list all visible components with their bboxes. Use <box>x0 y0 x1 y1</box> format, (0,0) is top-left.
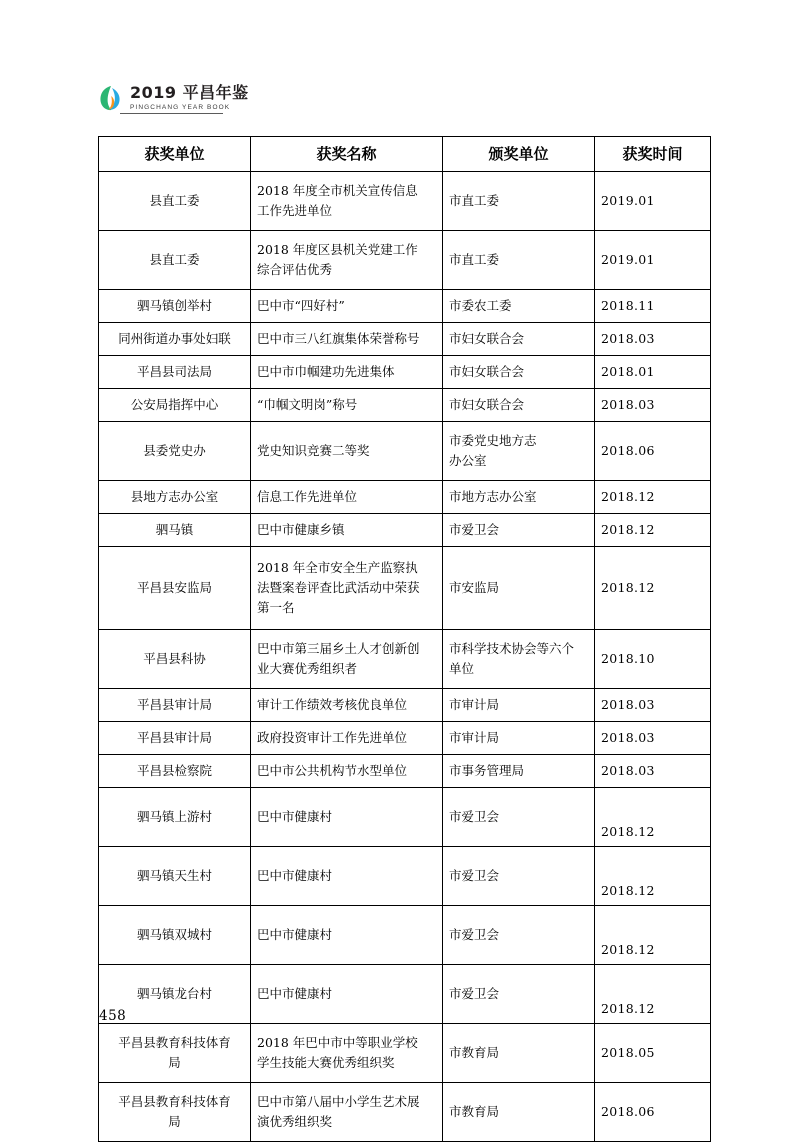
cell-award: 巴中市健康村 <box>251 788 443 847</box>
table-row <box>99 514 711 547</box>
cell-issuer: 市教育局 <box>443 1083 595 1142</box>
cell-award: 巴中市公共机构节水型单位 <box>251 755 443 788</box>
cell-issuer: 市安监局 <box>443 547 595 630</box>
cell-unit: 县直工委 <box>99 231 251 290</box>
table-header-row <box>99 137 711 172</box>
cell-date: 2018.12 <box>595 481 711 514</box>
table-row <box>99 689 711 722</box>
cell-unit: 驷马镇龙台村 <box>99 965 251 1024</box>
table-row <box>99 172 711 231</box>
cell-date: 2018.01 <box>595 356 711 389</box>
cell-award: 审计工作绩效考核优良单位 <box>251 689 443 722</box>
cell-date: 2018.06 <box>595 422 711 481</box>
table-row <box>99 965 711 1024</box>
cell-unit: 平昌县安监局 <box>99 547 251 630</box>
cell-issuer: 市事务管理局 <box>443 755 595 788</box>
cell-award: 党史知识竞赛二等奖 <box>251 422 443 481</box>
table-row <box>99 755 711 788</box>
cell-award: 巴中市健康村 <box>251 965 443 1024</box>
table-row <box>99 788 711 847</box>
cell-issuer: 市爱卫会 <box>443 514 595 547</box>
table-row <box>99 1083 711 1142</box>
cell-issuer: 市妇女联合会 <box>443 389 595 422</box>
cell-unit: 平昌县教育科技体育 局 <box>99 1024 251 1083</box>
cell-issuer: 市妇女联合会 <box>443 356 595 389</box>
table-row <box>99 1024 711 1083</box>
cell-unit: 公安局指挥中心 <box>99 389 251 422</box>
cell-unit: 平昌县教育科技体育 局 <box>99 1083 251 1142</box>
cell-award: 巴中市第三届乡土人才创新创 业大赛优秀组织者 <box>251 630 443 689</box>
cell-unit: 同州街道办事处妇联 <box>99 323 251 356</box>
table-row <box>99 722 711 755</box>
column-header-date: 获奖时间 <box>595 137 711 172</box>
table-row <box>99 847 711 906</box>
table-row <box>99 231 711 290</box>
cell-date: 2018.03 <box>595 323 711 356</box>
cell-date: 2018.12 <box>595 547 711 630</box>
table-row <box>99 356 711 389</box>
cell-date: 2018.12 <box>595 514 711 547</box>
logo-subtitle: PINGCHANG YEAR BOOK <box>130 104 231 111</box>
cell-award: 巴中市巾帼建功先进集体 <box>251 356 443 389</box>
cell-award: 巴中市健康村 <box>251 906 443 965</box>
cell-unit: 驷马镇双城村 <box>99 906 251 965</box>
cell-date: 2019.01 <box>595 172 711 231</box>
page-number: 458 <box>99 1008 127 1024</box>
cell-issuer: 市科学技术协会等六个 单位 <box>443 630 595 689</box>
cell-unit: 驷马镇创举村 <box>99 290 251 323</box>
award-table <box>98 136 711 1142</box>
cell-issuer: 市委党史地方志 办公室 <box>443 422 595 481</box>
cell-unit: 县直工委 <box>99 172 251 231</box>
cell-issuer: 市审计局 <box>443 722 595 755</box>
column-header-unit: 获奖单位 <box>99 137 251 172</box>
cell-unit: 县委党史办 <box>99 422 251 481</box>
cell-award: 2018 年度全市机关宣传信息 工作先进单位 <box>251 172 443 231</box>
table-row <box>99 422 711 481</box>
cell-issuer: 市直工委 <box>443 231 595 290</box>
cell-date: 2018.03 <box>595 755 711 788</box>
table-row <box>99 630 711 689</box>
table-row <box>99 323 711 356</box>
cell-date: 2018.03 <box>595 689 711 722</box>
cell-issuer: 市爱卫会 <box>443 788 595 847</box>
cell-unit: 平昌县检察院 <box>99 755 251 788</box>
cell-date: 2018.11 <box>595 290 711 323</box>
award-table-container <box>98 136 710 1142</box>
cell-issuer: 市教育局 <box>443 1024 595 1083</box>
cell-award: 巴中市三八红旗集体荣誉称号 <box>251 323 443 356</box>
column-header-award: 获奖名称 <box>251 137 443 172</box>
cell-unit: 驷马镇 <box>99 514 251 547</box>
cell-issuer: 市爱卫会 <box>443 906 595 965</box>
cell-award: 巴中市“四好村” <box>251 290 443 323</box>
cell-issuer: 市地方志办公室 <box>443 481 595 514</box>
cell-issuer: 市爱卫会 <box>443 847 595 906</box>
cell-issuer: 市审计局 <box>443 689 595 722</box>
cell-date: 2018.05 <box>595 1024 711 1083</box>
cell-award: 巴中市第八届中小学生艺术展 演优秀组织奖 <box>251 1083 443 1142</box>
leaf-swoosh-logo-icon <box>98 84 124 112</box>
table-row <box>99 481 711 514</box>
table-row <box>99 906 711 965</box>
table-row <box>99 547 711 630</box>
cell-unit: 平昌县审计局 <box>99 689 251 722</box>
cell-award: “巾帼文明岗”称号 <box>251 389 443 422</box>
cell-issuer: 市委农工委 <box>443 290 595 323</box>
cell-date: 2018.12 <box>595 847 711 906</box>
cell-unit: 驷马镇天生村 <box>99 847 251 906</box>
logo-text-block <box>130 84 249 111</box>
cell-issuer: 市爱卫会 <box>443 965 595 1024</box>
cell-date: 2018.03 <box>595 722 711 755</box>
cell-date: 2018.12 <box>595 788 711 847</box>
cell-award: 政府投资审计工作先进单位 <box>251 722 443 755</box>
cell-date: 2018.06 <box>595 1083 711 1142</box>
cell-date: 2018.03 <box>595 389 711 422</box>
cell-issuer: 市妇女联合会 <box>443 323 595 356</box>
cell-unit: 平昌县科协 <box>99 630 251 689</box>
cell-award: 2018 年度区县机关党建工作 综合评估优秀 <box>251 231 443 290</box>
logo-title: 2019 平昌年鉴 <box>130 83 249 102</box>
cell-date: 2018.10 <box>595 630 711 689</box>
cell-unit: 驷马镇上游村 <box>99 788 251 847</box>
cell-date: 2018.12 <box>595 965 711 1024</box>
table-row <box>99 290 711 323</box>
cell-unit: 县地方志办公室 <box>99 481 251 514</box>
column-header-issuer: 颁奖单位 <box>443 137 595 172</box>
cell-award: 信息工作先进单位 <box>251 481 443 514</box>
cell-award: 2018 年全市安全生产监察执 法暨案卷评查比武活动中荣获 第一名 <box>251 547 443 630</box>
cell-unit: 平昌县司法局 <box>99 356 251 389</box>
logo-divider <box>120 113 223 114</box>
cell-award: 巴中市健康乡镇 <box>251 514 443 547</box>
cell-issuer: 市直工委 <box>443 172 595 231</box>
cell-award: 2018 年巴中市中等职业学校 学生技能大赛优秀组织奖 <box>251 1024 443 1083</box>
cell-date: 2019.01 <box>595 231 711 290</box>
cell-date: 2018.12 <box>595 906 711 965</box>
yearbook-logo <box>98 84 249 112</box>
cell-award: 巴中市健康村 <box>251 847 443 906</box>
table-row <box>99 389 711 422</box>
cell-unit: 平昌县审计局 <box>99 722 251 755</box>
